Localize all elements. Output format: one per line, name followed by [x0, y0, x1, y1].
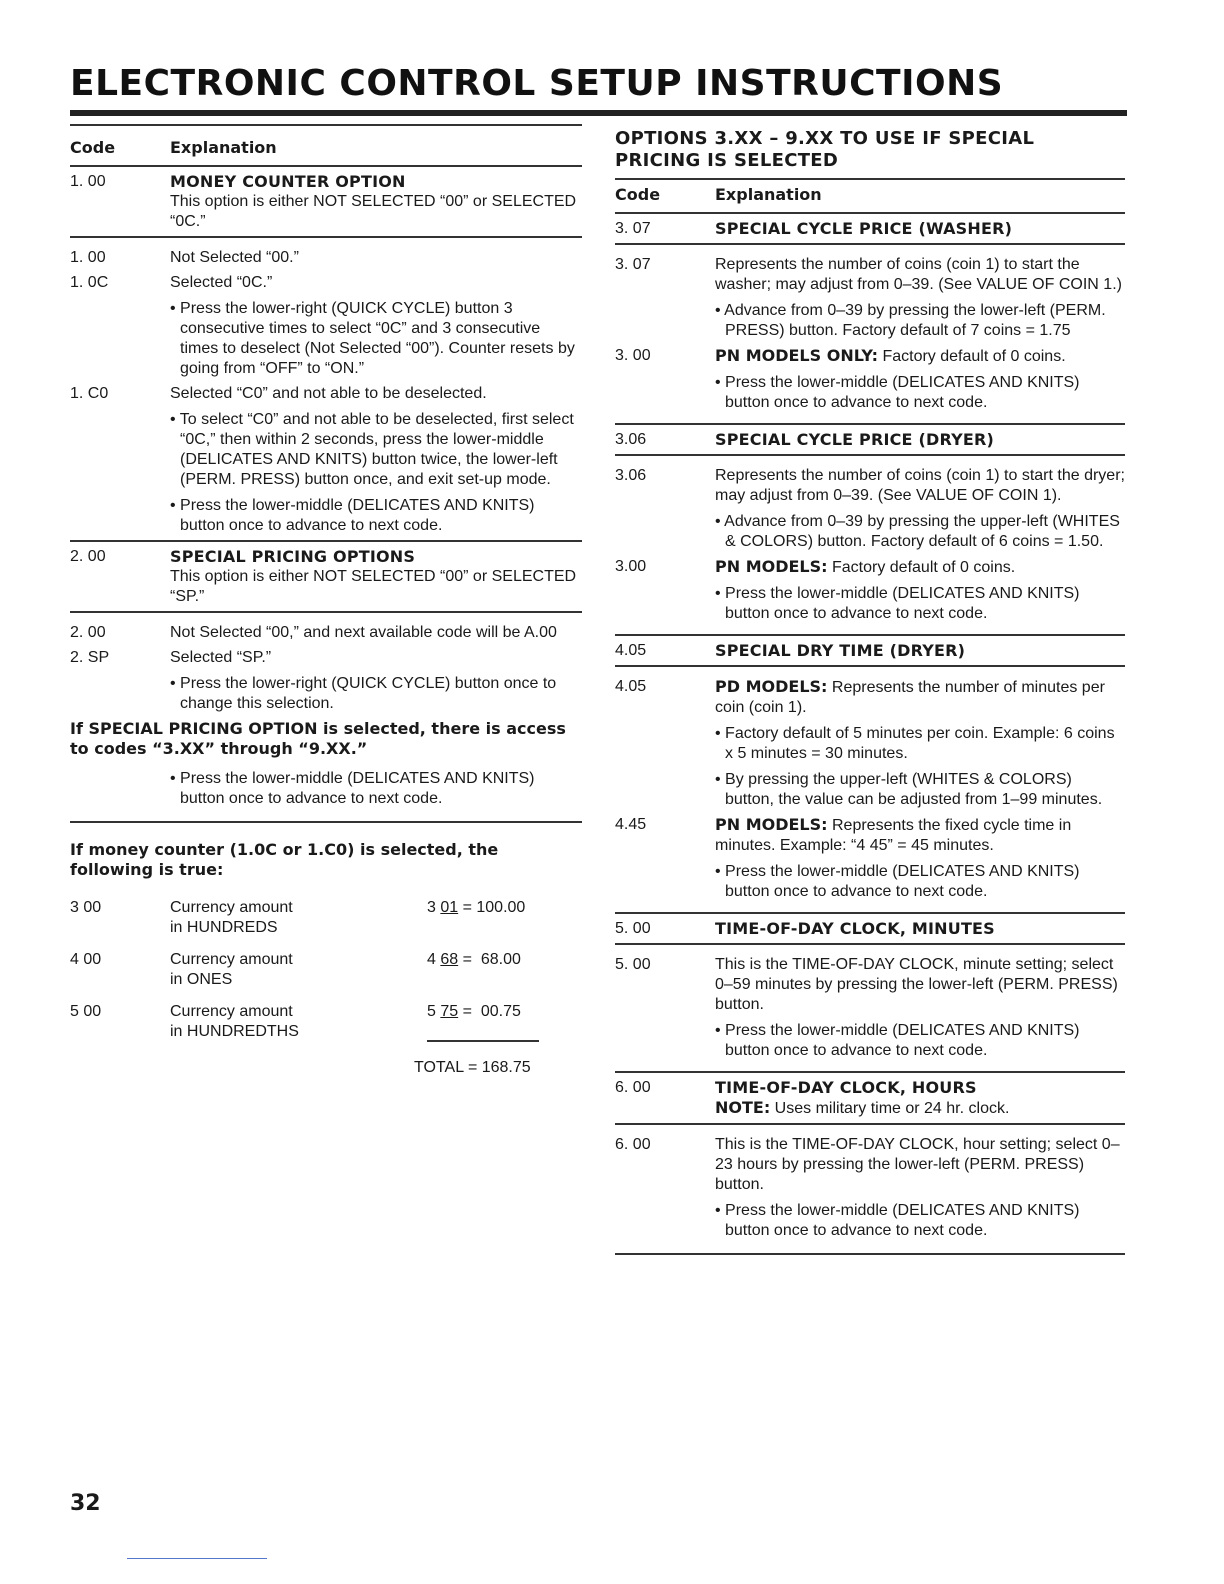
footer-link-line [127, 1558, 267, 1559]
bullet-item: • Press the lower-middle (DELICATES AND KNITS) button once to advance to next code. [170, 497, 535, 534]
money-total: TOTAL = 168.75 [414, 1059, 531, 1076]
entry-text: Not Selected “00.” [170, 249, 299, 266]
section-desc: This option is either NOT SELECTED “00” or SELECTED “SP.” [170, 568, 577, 605]
money-counter-entries [70, 238, 582, 542]
section-note: NOTE: Uses military time or 24 hr. clock. [715, 1098, 1010, 1117]
special-pricing-section [70, 542, 582, 613]
header-code: Code [615, 185, 661, 204]
entry-text: PN MODELS: Factory default of 0 coins. [715, 557, 1016, 576]
washer-price-entries [615, 245, 1125, 417]
money-desc: Currency amount [170, 1003, 293, 1020]
money-desc: Currency amount [170, 951, 293, 968]
clock-minutes-entries [615, 945, 1125, 1065]
code: 1. 00 [70, 249, 106, 266]
entry-text: Selected “SP.” [170, 649, 272, 666]
section-title: TIME-OF-DAY CLOCK, HOURS [715, 1078, 977, 1097]
code: 2. SP [70, 649, 110, 666]
entry-text: PN MODELS ONLY: Factory default of 0 coins. [715, 346, 1066, 365]
entry-text: PN MODELS: Represents the fixed cycle time in minutes. Example: “4 45” = 45 minutes. [715, 815, 1072, 854]
code: 6. 00 [615, 1079, 651, 1096]
money-code: 4 00 [70, 951, 102, 968]
money-table [70, 898, 582, 1078]
left-column [70, 124, 582, 1078]
bullet-item: • Press the lower-middle (DELICATES AND KNITS) button once to advance to next code. [715, 1202, 1080, 1239]
table-header [615, 178, 1125, 214]
special-pricing-note: If SPECIAL PRICING OPTION is selected, there is access to codes “3.XX” through “9.XX.” [70, 719, 566, 758]
clock-hours-section [615, 1071, 1125, 1125]
code: 3. 07 [615, 220, 651, 237]
money-value: 3 01 = 100.00 [427, 899, 526, 916]
code: 4.05 [615, 642, 647, 659]
bullet-item: • By pressing the upper-left (WHITES & COLORS) button, the value can be adjusted from 1–99 minutes. [715, 771, 1103, 808]
options-heading: OPTIONS 3.XX – 9.XX TO USE IF SPECIAL PRICING IS SELECTED [615, 128, 1035, 171]
bullet-item: • Press the lower-middle (DELICATES AND KNITS) button once to advance to next code. [715, 863, 1080, 900]
code: 4.05 [615, 678, 647, 695]
section-title: SPECIAL CYCLE PRICE (WASHER) [715, 219, 1013, 238]
table-header [70, 124, 582, 167]
money-unit: in ONES [170, 971, 233, 988]
code: 1. C0 [70, 385, 109, 402]
code: 1. 00 [70, 173, 106, 190]
right-column [615, 128, 1125, 1255]
dry-time-entries [615, 667, 1125, 906]
bullet-item: • Press the lower-middle (DELICATES AND KNITS) button once to advance to next code. [715, 1022, 1080, 1059]
money-unit: in HUNDREDTHS [170, 1023, 299, 1040]
clock-hours-entries [615, 1125, 1125, 1255]
code: 5. 00 [615, 920, 651, 937]
code: 3.00 [615, 558, 647, 575]
money-value: 5 75 = 00.75 [427, 1003, 521, 1020]
table-row [70, 898, 582, 938]
page-number: 32 [70, 1491, 101, 1516]
header-code: Code [70, 138, 116, 157]
section-title: SPECIAL CYCLE PRICE (DRYER) [715, 430, 995, 449]
entry-text: This is the TIME-OF-DAY CLOCK, hour setting; select 0–23 hours by pressing the lower-left (PERM. PRESS) button. [715, 1136, 1120, 1193]
money-desc: Currency amount [170, 899, 293, 916]
page-title: ELECTRONIC CONTROL SETUP INSTRUCTIONS [70, 63, 1004, 104]
bullet-item: • Advance from 0–39 by pressing the lower-left (PERM. PRESS) button. Factory default of 7 coins = 1.75 [715, 302, 1106, 339]
code: 6. 00 [615, 1136, 651, 1153]
bullet-item: • Press the lower-middle (DELICATES AND KNITS) button once to advance to next code. [715, 585, 1080, 622]
table-row [70, 950, 582, 990]
title-rule [70, 110, 1127, 116]
section-title: SPECIAL DRY TIME (DRYER) [715, 641, 966, 660]
code: 3. 07 [615, 256, 651, 273]
bullet-item: • Factory default of 5 minutes per coin. Example: 6 coins x 5 minutes = 30 minutes. [715, 725, 1115, 762]
code: 2. 00 [70, 624, 106, 641]
entry-text: Represents the number of coins (coin 1) to start the washer; may adjust from 0–39. (See VALUE OF COIN 1.) [715, 256, 1122, 293]
code: 5. 00 [615, 956, 651, 973]
money-intro: If money counter (1.0C or 1.C0) is selected, the following is true: [70, 840, 499, 879]
special-pricing-entries [70, 613, 582, 823]
entry-text: Selected “C0” and not able to be deselected. [170, 385, 487, 402]
code: 3. 00 [615, 347, 651, 364]
bullet-item: • To select “C0” and not able to be deselected, first select “0C,” then within 2 seconds, press the lower-middle (DELICATES AND KNITS) button twice, the lower-left (PERM. PRESS) button once, and exit set-up mode. [170, 411, 574, 488]
dry-time-section [615, 634, 1125, 667]
code: 1. 0C [70, 274, 109, 291]
money-code: 5 00 [70, 1003, 102, 1020]
section-desc: This option is either NOT SELECTED “00” or SELECTED “0C.” [170, 193, 577, 230]
section-title: TIME-OF-DAY CLOCK, MINUTES [715, 919, 995, 938]
bullet-item: • Press the lower-middle (DELICATES AND KNITS) button once to advance to next code. [170, 770, 535, 807]
header-explanation: Explanation [170, 138, 277, 157]
entry-text: Represents the number of coins (coin 1) to start the dryer; may adjust from 0–39. (See VALUE OF COIN 1). [715, 467, 1125, 504]
washer-price-section [615, 214, 1125, 245]
dryer-price-entries [615, 456, 1125, 628]
bullet-item: • Press the lower-middle (DELICATES AND KNITS) button once to advance to next code. [715, 374, 1080, 411]
entry-text: PD MODELS: Represents the number of minutes per coin (coin 1). [715, 677, 1105, 716]
bullet-item: • Press the lower-right (QUICK CYCLE) button once to change this selection. [170, 675, 557, 712]
money-value: 4 68 = 68.00 [427, 951, 521, 968]
code: 2. 00 [70, 548, 106, 565]
money-code: 3 00 [70, 899, 102, 916]
section-title: MONEY COUNTER OPTION [170, 172, 406, 191]
money-counter-section [70, 167, 582, 238]
entry-text: Not Selected “00,” and next available code will be A.00 [170, 624, 557, 641]
code: 3.06 [615, 431, 647, 448]
dryer-price-section [615, 423, 1125, 456]
entry-text: This is the TIME-OF-DAY CLOCK, minute setting; select 0–59 minutes by pressing the lower-left (PERM. PRESS) button. [715, 956, 1118, 1013]
entry-text: Selected “0C.” [170, 274, 273, 291]
table-row [70, 1002, 582, 1042]
bullet-item: • Advance from 0–39 by pressing the upper-left (WHITES & COLORS) button. Factory default of 6 coins = 1.50. [715, 513, 1120, 550]
bullet-item: • Press the lower-right (QUICK CYCLE) button 3 consecutive times to select “0C” and 3 consecutive times to deselect (Not Selected “00”). Counter resets by going from “OFF” to “ON.” [170, 300, 575, 377]
section-title: SPECIAL PRICING OPTIONS [170, 547, 416, 566]
header-explanation: Explanation [715, 185, 822, 204]
clock-minutes-section [615, 912, 1125, 945]
code: 3.06 [615, 467, 647, 484]
code: 4.45 [615, 816, 647, 833]
money-unit: in HUNDREDS [170, 919, 278, 936]
money-counter-example [70, 823, 582, 1078]
